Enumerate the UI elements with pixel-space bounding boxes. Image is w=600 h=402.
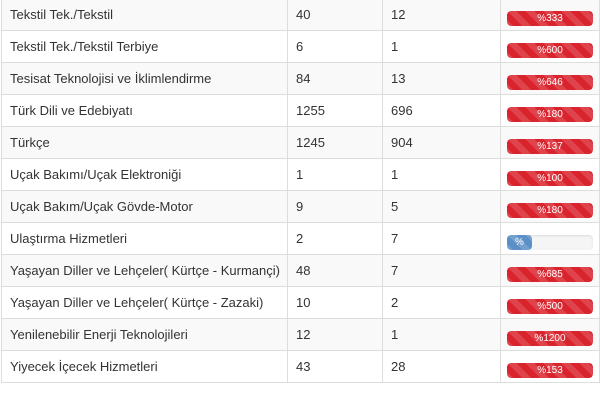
table-row (2, 255, 600, 287)
rate-progress-bar: %100 (507, 171, 593, 186)
value-1-cell: 12 (288, 319, 383, 351)
table-row (2, 31, 600, 63)
value-2-cell: 12 (383, 0, 501, 31)
rate-progress (507, 203, 593, 218)
rate-cell (501, 127, 600, 159)
table-row (2, 63, 600, 95)
department-name-cell: Ulaştırma Hizmetleri (2, 223, 288, 255)
rate-cell (501, 287, 600, 319)
rate-progress-bar: %685 (507, 267, 593, 282)
value-2-cell: 1 (383, 31, 501, 63)
value-1-cell: 84 (288, 63, 383, 95)
department-name-cell: Uçak Bakımı/Uçak Elektroniği (2, 159, 288, 191)
table-row (2, 0, 600, 31)
rate-progress-bar: %137 (507, 139, 593, 154)
value-1-cell: 48 (288, 255, 383, 287)
rate-progress-bar: %333 (507, 11, 593, 26)
rate-progress-bar: %500 (507, 299, 593, 314)
rate-progress (507, 331, 593, 346)
rate-progress (507, 363, 593, 378)
value-1-cell: 9 (288, 191, 383, 223)
value-1-cell: 10 (288, 287, 383, 319)
rate-progress-bar: %646 (507, 75, 593, 90)
department-name-cell: Tesisat Teknolojisi ve İklimlendirme (2, 63, 288, 95)
value-1-cell: 6 (288, 31, 383, 63)
value-2-cell: 2 (383, 287, 501, 319)
rate-cell (501, 223, 600, 255)
value-1-cell: 2 (288, 223, 383, 255)
rate-progress (507, 11, 593, 26)
rate-cell (501, 31, 600, 63)
value-2-cell: 28 (383, 351, 501, 383)
department-name-cell: Yiyecek İçecek Hizmetleri (2, 351, 288, 383)
rate-progress-bar: %1200 (507, 331, 593, 346)
rate-progress-bar: %180 (507, 107, 593, 122)
value-2-cell: 5 (383, 191, 501, 223)
value-2-cell: 7 (383, 223, 501, 255)
rate-progress (507, 107, 593, 122)
department-name-cell: Yaşayan Diller ve Lehçeler( Kürtçe - Kurmançi) (2, 255, 288, 287)
table-body (2, 0, 600, 383)
department-name-cell: Türk Dili ve Edebiyatı (2, 95, 288, 127)
table-row (2, 319, 600, 351)
value-1-cell: 1 (288, 159, 383, 191)
value-1-cell: 1245 (288, 127, 383, 159)
table-row (2, 127, 600, 159)
table-row (2, 287, 600, 319)
rate-progress (507, 267, 593, 282)
department-name-cell: Tekstil Tek./Tekstil (2, 0, 288, 31)
data-table (1, 0, 600, 383)
rate-progress-bar: %180 (507, 203, 593, 218)
value-2-cell: 696 (383, 95, 501, 127)
rate-progress-bar: %600 (507, 43, 593, 58)
rate-progress (507, 43, 593, 58)
rate-progress-bar: % (507, 235, 532, 250)
value-1-cell: 43 (288, 351, 383, 383)
rate-cell (501, 63, 600, 95)
department-name-cell: Uçak Bakım/Uçak Gövde-Motor (2, 191, 288, 223)
department-name-cell: Yaşayan Diller ve Lehçeler( Kürtçe - Zazaki) (2, 287, 288, 319)
rate-cell (501, 0, 600, 31)
rate-cell (501, 255, 600, 287)
rate-cell (501, 191, 600, 223)
value-2-cell: 1 (383, 159, 501, 191)
value-1-cell: 40 (288, 0, 383, 31)
table-row (2, 95, 600, 127)
department-name-cell: Türkçe (2, 127, 288, 159)
rate-cell (501, 319, 600, 351)
rate-cell (501, 159, 600, 191)
table-row (2, 351, 600, 383)
value-2-cell: 904 (383, 127, 501, 159)
rate-progress (507, 299, 593, 314)
value-2-cell: 7 (383, 255, 501, 287)
table-row (2, 223, 600, 255)
table-row (2, 191, 600, 223)
rate-progress (507, 75, 593, 90)
value-1-cell: 1255 (288, 95, 383, 127)
department-name-cell: Tekstil Tek./Tekstil Terbiye (2, 31, 288, 63)
rate-progress (507, 235, 593, 250)
rate-progress-bar: %153 (507, 363, 593, 378)
rate-progress (507, 139, 593, 154)
rate-progress (507, 171, 593, 186)
value-2-cell: 13 (383, 63, 501, 95)
rate-cell (501, 351, 600, 383)
table-row (2, 159, 600, 191)
value-2-cell: 1 (383, 319, 501, 351)
department-name-cell: Yenilenebilir Enerji Teknolojileri (2, 319, 288, 351)
rate-cell (501, 95, 600, 127)
